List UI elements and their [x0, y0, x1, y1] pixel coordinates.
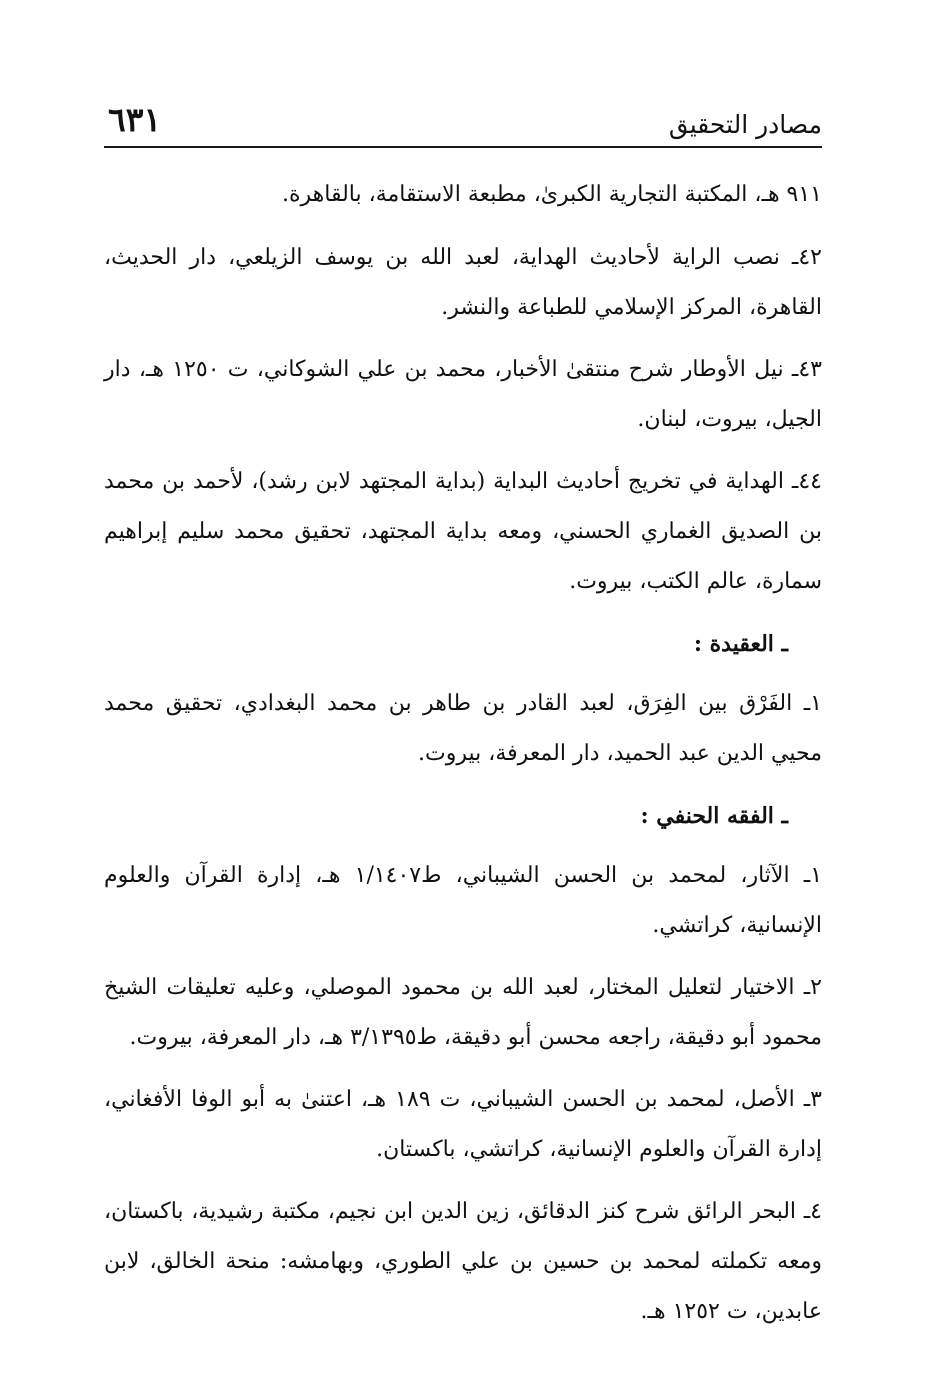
running-title: مصادر التحقيق: [668, 110, 822, 139]
bibliography-entry-aqeedah-1: ١ـ الفَرْق بين الفِرَق، لعبد القادر بن طاهر بن محمد البغدادي، تحقيق محمد محيي الدين عبد الحميد، دار المعرفة، بيروت.: [104, 691, 822, 766]
bibliography-entry-43: ٤٣ـ نيل الأوطار شرح منتقىٰ الأخبار، محمد بن علي الشوكاني، ت ١٢٥٠ هـ، دار الجيل، بيروت، لبنان.: [104, 357, 822, 432]
bibliography-entry-fiqh-4: ٤ـ البحر الرائق شرح كنز الدقائق، زين الدين ابن نجيم، مكتبة رشيدية، باكستان، ومعه تكملته لمحمد بن حسين بن علي الطوري، وبهامشه: منحة الخالق، لابن عابدين، ت ١٢٥٢ هـ.: [104, 1199, 822, 1324]
page-number: ٦٣١: [108, 100, 162, 139]
bibliography-entry-42: ٤٢ـ نصب الراية لأحاديث الهداية، لعبد الله بن يوسف الزيلعي، دار الحديث، القاهرة، المركز الإسلامي للطباعة والنشر.: [104, 245, 822, 320]
section-heading-hanafi-fiqh: ـ الفقه الحنفي :: [640, 803, 788, 829]
bibliography-entry-fiqh-3: ٣ـ الأصل، لمحمد بن الحسن الشيباني، ت ١٨٩ هـ، اعتنىٰ به أبو الوفا الأفغاني، إدارة القرآن والعلوم الإنسانية، كراتشي، باكستان.: [104, 1087, 822, 1162]
bibliography-entry-44: ٤٤ـ الهداية في تخريج أحاديث البداية (بداية المجتهد لابن رشد)، لأحمد بن محمد بن الصديق الغماري الحسني، ومعه بداية المجتهد، تحقيق محمد سليم إبراهيم سمارة، عالم الكتب، بيروت.: [104, 469, 822, 594]
section-heading-aqeedah: ـ العقيدة :: [693, 631, 788, 657]
page-header: [104, 98, 822, 148]
bibliography-entry-fiqh-2: ٢ـ الاختيار لتعليل المختار، لعبد الله بن محمود الموصلي، وعليه تعليقات الشيخ محمود أبو دقيقة، راجعه محسن أبو دقيقة، ط٣/١٣٩٥ هـ، دار المعرفة، بيروت.: [104, 975, 822, 1050]
bibliography-entry-continuation: ٩١١ هـ، المكتبة التجارية الكبرىٰ، مطبعة الاستقامة، بالقاهرة.: [281, 182, 822, 207]
bibliography-entry-fiqh-1: ١ـ الآثار، لمحمد بن الحسن الشيباني، ط١/١٤٠٧ هـ، إدارة القرآن والعلوم الإنسانية، كراتشي.: [104, 863, 823, 938]
page-body: [104, 170, 822, 1349]
